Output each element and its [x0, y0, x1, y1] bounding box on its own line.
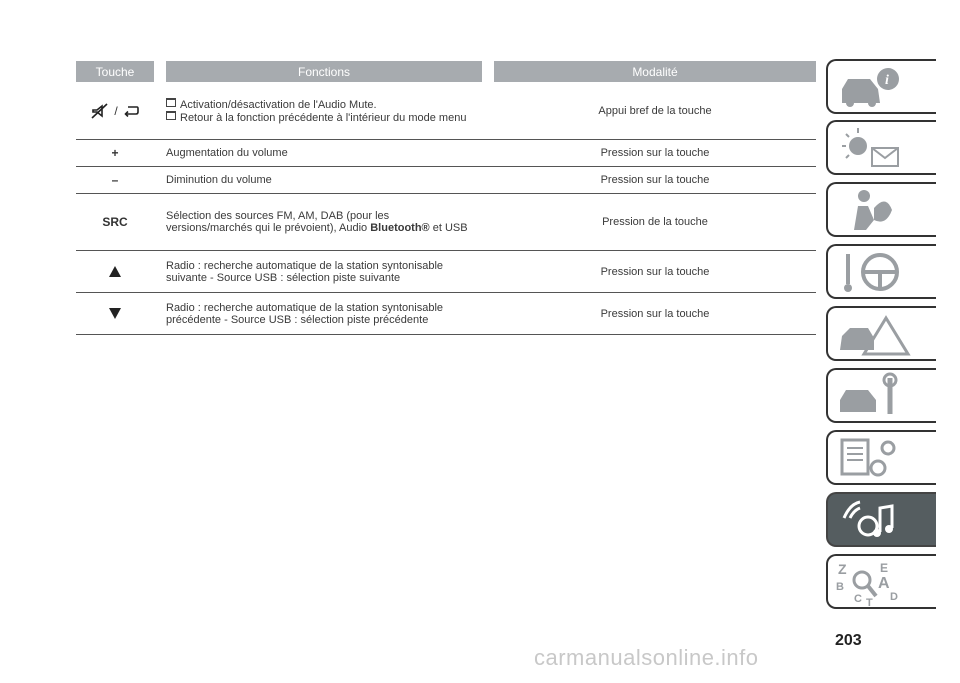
index-letter: E: [880, 561, 889, 575]
tab-steering-wheel[interactable]: [826, 244, 936, 299]
emergency-icon: [834, 310, 924, 358]
controls-table: [76, 61, 816, 335]
tab-seat-safety[interactable]: [826, 182, 936, 237]
function-cell: [166, 82, 476, 139]
steering-wheel-icon: [834, 248, 924, 296]
maintenance-icon: [834, 372, 924, 420]
table-row: [76, 82, 816, 140]
mode-cell: Pression sur la touche: [600, 147, 710, 159]
table-header: [76, 61, 816, 82]
function-text: Retour à la fonction précédente à l'intérieur du mode menu: [180, 111, 467, 124]
multimedia-icon: [834, 496, 924, 544]
mode-cell: Pression sur la touche: [600, 174, 710, 186]
mode-cell: Appui bref de la touche: [598, 104, 712, 117]
tab-maintenance[interactable]: [826, 368, 936, 423]
index-letter: A: [878, 575, 890, 592]
index-icon: [834, 558, 924, 606]
tab-car-info[interactable]: [826, 59, 936, 114]
function-cell: [166, 251, 476, 292]
tab-index[interactable]: [826, 554, 936, 609]
warning-lights-icon: [834, 124, 924, 172]
function-text: Augmentation du volume: [166, 147, 288, 159]
index-letter: D: [890, 591, 898, 603]
page-number: 203: [835, 632, 862, 649]
svg-text:i: i: [885, 73, 889, 88]
key-cell: [76, 251, 154, 292]
bullet-icon: [166, 111, 176, 120]
tab-tech-data[interactable]: [826, 430, 936, 485]
header-modalite: Modalité: [494, 61, 816, 82]
car-info-icon: [834, 63, 924, 111]
function-text: Radio : recherche automatique de la station syntonisable précédente - Source USB : sélection piste précédente: [166, 301, 444, 326]
key-cell: +: [111, 146, 119, 160]
mute-icon: [91, 103, 109, 119]
table-row: [76, 140, 816, 167]
footer-watermark: carmanualsonline.info: [534, 645, 759, 670]
bluetooth-label: Bluetooth®: [370, 222, 430, 234]
bullet-icon: [166, 98, 176, 107]
index-letter: B: [836, 581, 844, 593]
key-cell: –: [111, 173, 119, 187]
seat-safety-icon: [834, 186, 924, 234]
index-letter: C: [854, 593, 862, 605]
key-cell: [76, 82, 154, 139]
function-cell: [166, 140, 476, 166]
return-icon: [123, 105, 139, 117]
function-cell: [166, 194, 476, 250]
function-text: Activation/désactivation de l'Audio Mute.: [180, 98, 377, 111]
key-cell: [76, 293, 154, 334]
table-row: [76, 251, 816, 293]
key-separator: /: [114, 103, 118, 118]
mode-cell: Pression sur la touche: [600, 265, 710, 278]
tech-data-icon: [834, 434, 924, 482]
tab-emergency[interactable]: [826, 306, 936, 361]
index-letter: Z: [838, 561, 847, 577]
function-cell: [166, 167, 476, 193]
key-cell: SRC: [102, 215, 128, 229]
function-cell: [166, 293, 476, 334]
mode-cell: Pression sur la touche: [600, 307, 710, 320]
tab-multimedia[interactable]: [826, 492, 936, 547]
tab-warning-lights[interactable]: [826, 120, 936, 175]
mode-cell: Pression de la touche: [602, 216, 708, 228]
header-fonctions: Fonctions: [166, 61, 482, 82]
function-text: Radio : recherche automatique de la station syntonisable suivante - Source USB : sélection piste suivante: [166, 259, 444, 284]
triangle-down-icon: [109, 308, 121, 319]
header-touche: Touche: [76, 61, 154, 82]
table-row: [76, 194, 816, 251]
index-letter: T: [866, 597, 873, 606]
function-text: et USB: [432, 222, 468, 234]
triangle-up-icon: [109, 266, 121, 277]
table-row: [76, 293, 816, 335]
table-row: [76, 167, 816, 194]
function-text: Sélection des sources FM, AM, DAB (pour les versions/marchés qui le prévoient), Audio: [166, 210, 390, 234]
function-text: Diminution du volume: [166, 174, 272, 186]
